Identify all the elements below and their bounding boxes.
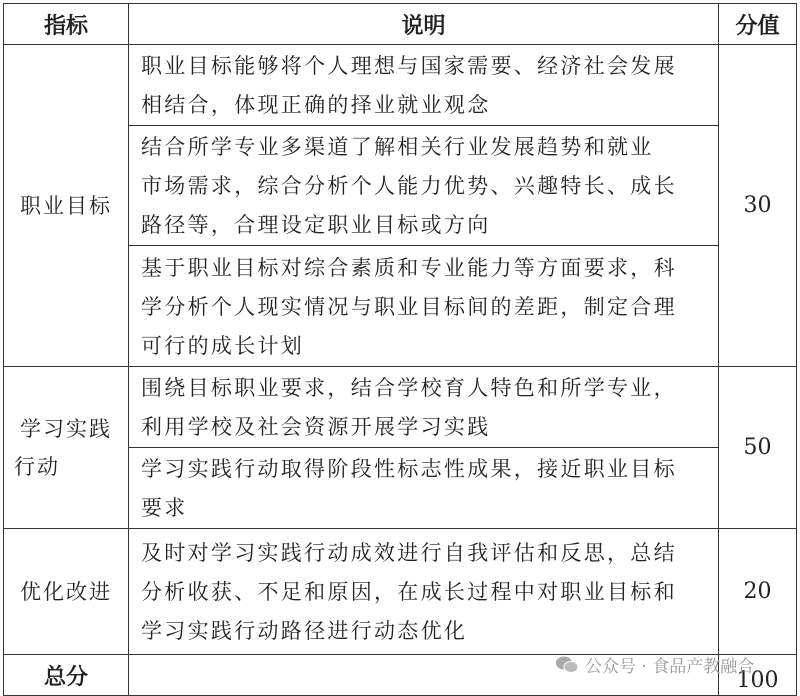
description-line: 学习实践行动路径进行动态优化	[141, 619, 468, 643]
table-row	[4, 529, 797, 655]
score-cell: 50	[719, 367, 797, 529]
total-label: 总分	[4, 655, 129, 696]
scoring-table	[3, 3, 797, 696]
description-cell	[129, 529, 719, 655]
description-line: 学习实践行动取得阶段性标志性成果，接近职业目标	[141, 457, 677, 481]
header-score: 分值	[719, 4, 797, 45]
description-cell	[129, 246, 719, 367]
indicator-label: 学习实践	[20, 416, 112, 441]
description-line: 可行的成长计划	[141, 333, 305, 358]
table-row	[4, 45, 797, 126]
description-line: 基于职业目标对综合素质和专业能力等方面要求，科	[141, 255, 677, 280]
header-indicator: 指标	[4, 4, 129, 45]
wechat-icon	[555, 655, 579, 675]
score-cell: 20	[719, 529, 797, 655]
description-line: 分析收获、不足和原因，在成长过程中对职业目标和	[141, 580, 677, 604]
description-line: 利用学校及社会资源开展学习实践	[141, 415, 491, 439]
description-line: 围绕目标职业要求，结合学校育人特色和所学专业，	[141, 376, 677, 400]
indicator-label: 行动	[14, 454, 60, 479]
indicator-cell	[4, 45, 129, 367]
total-score: 100	[719, 655, 797, 696]
indicator-label: 优化改进	[20, 579, 112, 604]
description-line: 市场需求，综合分析个人能力优势、兴趣特长、成长	[141, 174, 677, 198]
description-cell	[129, 126, 719, 246]
description-cell	[129, 448, 719, 529]
header-row	[4, 4, 797, 45]
table-row	[4, 367, 797, 448]
watermark-text: 公众号 · 食品产教融合	[585, 657, 755, 677]
description-line: 学分析个人现实情况与职业目标间的差距，制定合理	[141, 294, 677, 319]
description-line: 结合所学专业多渠道了解相关行业发展趋势和就业	[141, 135, 654, 159]
indicator-cell	[4, 529, 129, 655]
description-line: 职业目标能够将个人理想与国家需要、经济社会发展	[141, 54, 677, 78]
description-line: 及时对学习实践行动成效进行自我评估和反思，总结	[141, 541, 677, 565]
indicator-label: 职业目标	[20, 193, 112, 218]
score-cell: 30	[719, 45, 797, 367]
description-cell	[129, 367, 719, 448]
indicator-cell	[4, 367, 129, 529]
watermark	[555, 652, 754, 677]
description-line: 路径等，合理设定职业目标或方向	[141, 213, 491, 237]
description-line: 相结合，体现正确的择业就业观念	[141, 93, 491, 117]
description-cell	[129, 45, 719, 126]
description-line: 要求	[141, 496, 188, 520]
header-description: 说明	[129, 4, 719, 45]
